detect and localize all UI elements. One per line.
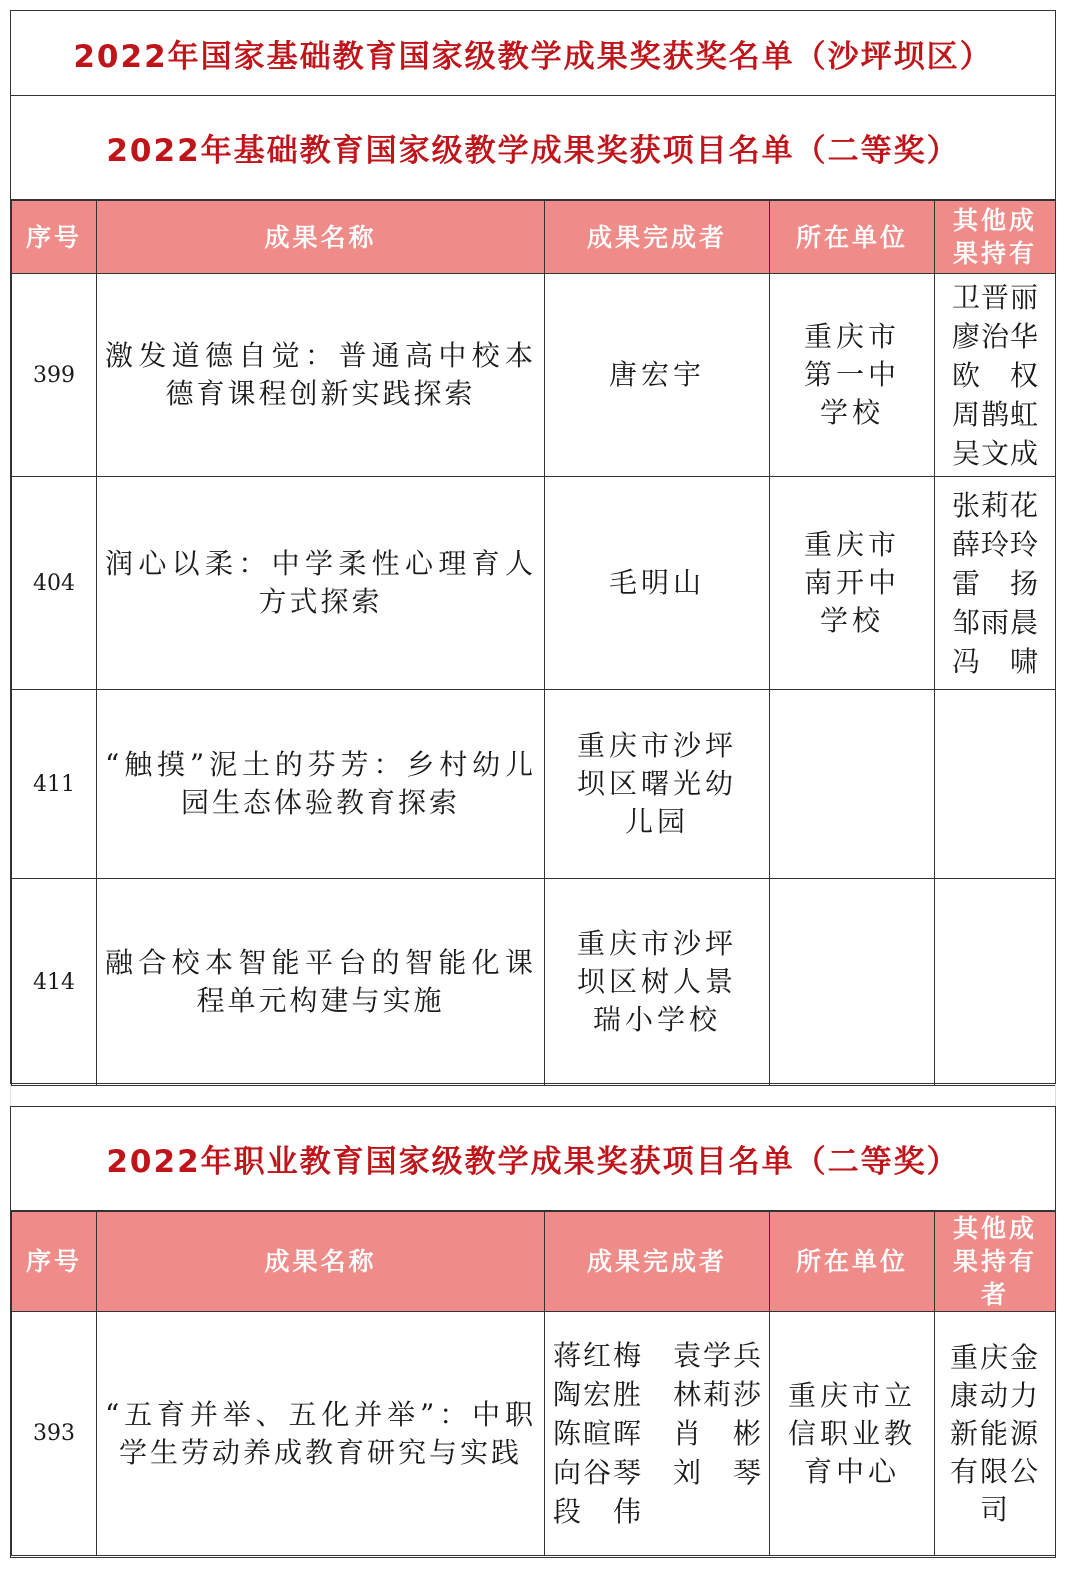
row-completer: 毛明山 [545, 477, 770, 690]
header-others: 其他成果持有 [935, 201, 1056, 274]
table-header-row [12, 1212, 1056, 1312]
row-name: “触摸”泥土的芬芳：乡村幼儿园生态体验教育探索 [97, 690, 545, 879]
row-completer: 唐宏宇 [545, 274, 770, 477]
completer-name: 林 莉 莎 [673, 1378, 761, 1411]
row-completers [545, 1312, 770, 1556]
other-holder: 吴 文 成 [952, 436, 1038, 470]
row-unit [770, 879, 935, 1086]
row-others [935, 477, 1056, 690]
header-unit: 所在单位 [770, 1212, 935, 1312]
other-holder: 张 莉 花 [952, 488, 1038, 522]
award-block-basic [10, 10, 1056, 1084]
row-seq: 404 [12, 477, 97, 690]
other-holder: 周 鹊 虹 [952, 397, 1038, 431]
header-completer: 成果完成者 [545, 201, 770, 274]
completer-name: 段 伟 [553, 1495, 641, 1528]
header-unit: 所在单位 [770, 201, 935, 274]
other-holder: 雷 扬 [952, 566, 1038, 600]
row-others [935, 879, 1056, 1086]
row-unit: 重庆市南开中学校 [770, 477, 935, 690]
row-name: 激发道德自觉：普通高中校本德育课程创新实践探索 [97, 274, 545, 477]
header-name: 成果名称 [97, 1212, 545, 1312]
award-block-vocational [10, 1106, 1056, 1558]
row-name: 融合校本智能平台的智能化课程单元构建与实施 [97, 879, 545, 1086]
row-seq: 414 [12, 879, 97, 1086]
header-others: 其他成果持有者 [935, 1212, 1056, 1312]
completer-name: 向 谷 琴 [553, 1456, 641, 1489]
other-holder: 卫 晋 丽 [952, 280, 1038, 314]
table-row [12, 1312, 1056, 1556]
header-seq: 序号 [12, 1212, 97, 1312]
table-row [12, 690, 1056, 879]
header-name: 成果名称 [97, 201, 545, 274]
completer-name: 陶 宏 胜 [553, 1378, 641, 1411]
section2-table [11, 1211, 1056, 1556]
section-gap [10, 1084, 1056, 1106]
completer-name: 刘 琴 [673, 1456, 761, 1489]
table-row [12, 274, 1056, 477]
header-seq: 序号 [12, 201, 97, 274]
main-title: 2022年国家基础教育国家级教学成果奖获奖名单（沙坪坝区） [11, 11, 1055, 96]
completer-name: 陈 暄 晖 [553, 1417, 641, 1450]
other-holder: 廖 治 华 [952, 319, 1038, 353]
row-name: “五育并举、五化并举”：中职学生劳动养成教育研究与实践 [97, 1312, 545, 1556]
row-unit [770, 690, 935, 879]
row-others [935, 690, 1056, 879]
table-row [12, 879, 1056, 1086]
row-seq: 411 [12, 690, 97, 879]
row-completer: 重庆市沙坪坝区曙光幼儿园 [545, 690, 770, 879]
completer-name: 袁 学 兵 [673, 1339, 761, 1372]
row-others: 重庆金康动力新能源有限公司 [935, 1312, 1056, 1556]
row-completer: 重庆市沙坪坝区树人景瑞小学校 [545, 879, 770, 1086]
completer-name: 肖 彬 [673, 1417, 761, 1450]
section1-title: 2022年基础教育国家级教学成果奖获项目名单（二等奖） [11, 96, 1055, 200]
other-holder: 薛 玲 玲 [952, 527, 1038, 561]
header-completer: 成果完成者 [545, 1212, 770, 1312]
row-seq: 399 [12, 274, 97, 477]
other-holder: 欧 权 [952, 358, 1038, 392]
row-unit: 重庆市第一中学校 [770, 274, 935, 477]
row-seq: 393 [12, 1312, 97, 1556]
table-header-row [12, 201, 1056, 274]
completer-name: 蒋 红 梅 [553, 1339, 641, 1372]
other-holder: 邹 雨 晨 [952, 605, 1038, 639]
section1-table [11, 200, 1056, 1086]
row-unit: 重庆市立信职业教育中心 [770, 1312, 935, 1556]
other-holder: 冯 啸 [952, 644, 1038, 678]
table-row [12, 477, 1056, 690]
row-others [935, 274, 1056, 477]
row-name: 润心以柔：中学柔性心理育人方式探索 [97, 477, 545, 690]
section2-title: 2022年职业教育国家级教学成果奖获项目名单（二等奖） [11, 1107, 1055, 1211]
